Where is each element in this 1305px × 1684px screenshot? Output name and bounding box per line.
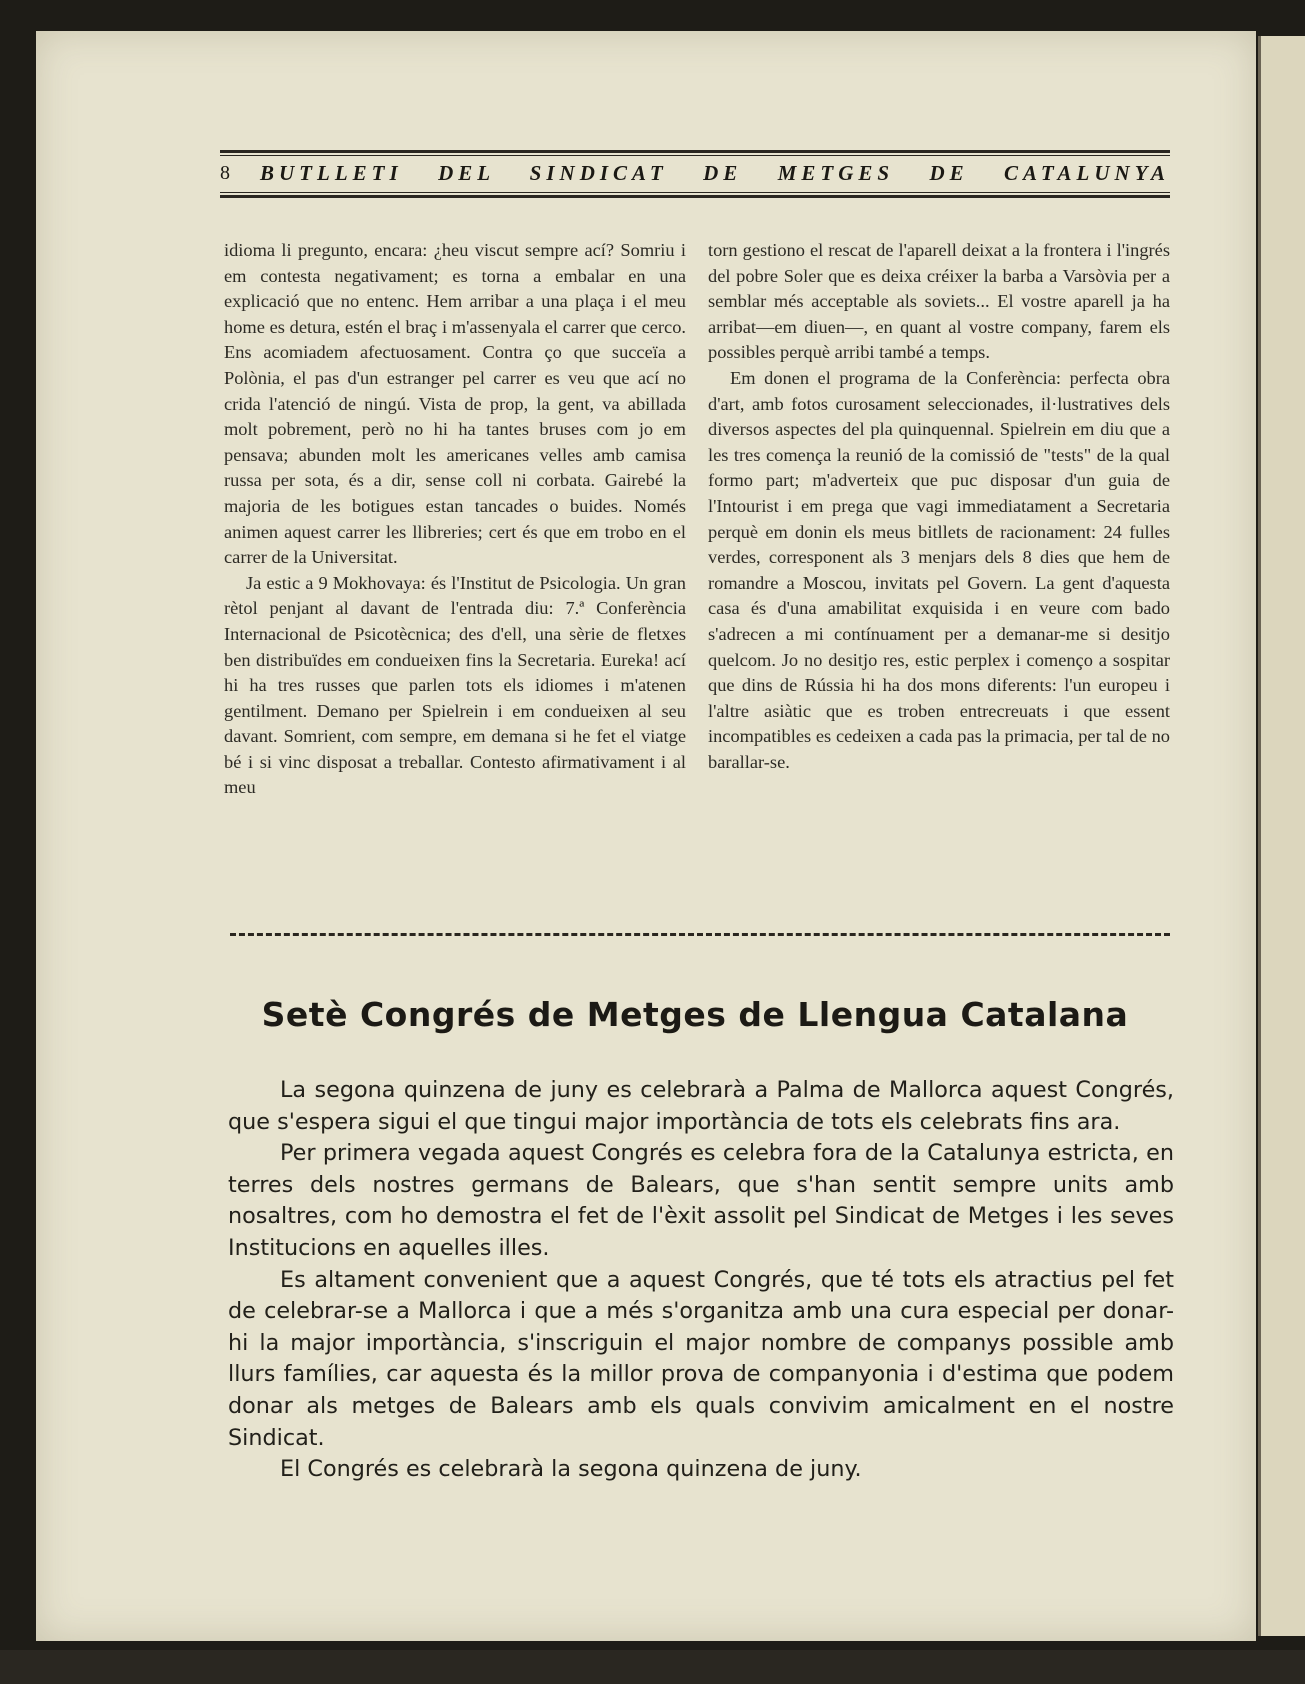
right-paragraph-2: Em donen el programa de la Conferència: perfecta obra d'art, amb fotos curosament seleccionades, il·lustratives dels diversos aspectes del pla quinquennal. Spielrein em diu que a les tres comença la reunió de la comissió de "tests" de la qual formo part; m'adverteix que puc disposar d'un guia de l'Intourist i em prega que vagi immediatament a Secretaria perquè em donin els meus bitllets de racionament: 24 fulles verdes, corresponent als 3 menjars dels 8 dies que hem de romandre a Moscou, invitats pel Govern. La gent d'aquesta casa és d'una amabilitat exquisida i en veure com bado s'adrecen a mi contínuament per a demanar-me si desitjo quelcom. Jo no desitjo res, estic perplex i començo a sospitar que dins de Rússia hi ha dos mons diferents: l'un europeu i l'altre asiàtic que es troben entrecreuats i que essent incompatibles es cedeixen a cada pas la primacia, per tal de no barallar-se. (708, 367, 1170, 772)
article-paragraph-1: La segona quinzena de juny es celebrarà a Palma de Mallorca aquest Congrés, que s'espera sigui el que tingui major importància de tots els celebrats fins ara. (228, 1077, 1174, 1135)
journal-title: BUTLLETI DEL SINDICAT DE METGES DE CATALUNYA (260, 160, 1170, 185)
running-header (220, 150, 1170, 198)
header-rule-bottom-thin (220, 192, 1170, 193)
left-paragraph-1: idioma li pregunto, encara: ¿heu viscut sempre ací? Somriu i em contesta negativament; es torna a embalar en una explicació que no entenc. Hem arribar a una plaça i el meu home es detura, estén el braç i m'assenyala el carrer que cerco. Ens acomiadem afectuosament. Contra ço que succeïa a Polònia, el pas d'un estranger pel carrer es veu que ací no crida l'atenció de ningú. Vista de prop, la gent, va abillada molt pobrement, però no hi ha tantes bruses com jo em pensava; abunden molt les americanes velles amb camisa russa per sota, és a dir, sense coll ni corbata. Gairebé la majoria de les botigues estan tancades o buides. Només animen aquest carrer les llibreries; cert és que em trobo en el carrer de la Universitat. (224, 240, 686, 568)
two-column-text (224, 238, 1170, 801)
left-paragraph-2: Ja estic a 9 Mokhovaya: és l'Institut de Psicologia. Un gran rètol penjant al davant de l'entrada diu: 7.ª Conferència Internacional de Psicotècnica; des d'ell, una sèrie de fletxes ben distribuïdes em condueixen fins la Secretaria. Eureka! ací hi ha tres russes que parlen tots els idiomes i m'atenen gentilment. Demano per Spielrein i em condueixen al seu davant. Somrient, com sempre, em demana si he fet el viatge bé i si vinc disposat a treballar. Contesto afirmativament i al meu (224, 572, 686, 798)
adjacent-page-edge (1258, 36, 1305, 1636)
section-divider (230, 933, 1170, 936)
article-title: Setè Congrés de Metges de Llengua Catalana (261, 995, 1129, 1034)
header-rule-bottom (220, 195, 1170, 198)
right-paragraph-1: torn gestiono el rescat de l'aparell deixat a la frontera i l'ingrés del pobre Soler que es deixa créixer la barba a Varsòvia per a semblar més acceptable als soviets... El vostre aparell ja ha arribat—em diuen—, en quant al vostre company, farem els possibles perquè arribi també a temps. (708, 240, 1170, 363)
page-number: 8 (220, 161, 230, 184)
article-paragraph-4: El Congrés es celebrarà la segona quinzena de juny. (280, 1456, 862, 1483)
article-body (228, 1075, 1174, 1486)
right-column (708, 238, 1170, 801)
header-rule-top (220, 150, 1170, 153)
article-paragraph-2: Per primera vegada aquest Congrés es celebra fora de la Catalunya estricta, en terres dels nostres germans de Balears, que s'han sentit sempre units amb nosaltres, com ho demostra el fet de l'èxit assolit pel Sindicat de Metges i les seves Institucions en aquelles illes. (228, 1140, 1174, 1261)
left-column (224, 238, 686, 801)
running-head-line (220, 156, 1170, 190)
scan-background (0, 1650, 1305, 1684)
article-paragraph-3: Es altament convenient que a aquest Congrés, que té tots els atractius pel fet de celebrar-se a Mallorca i que a més s'organitza amb una cura especial per donar-hi la major importància, s'inscriguin el major nombre de companys possible amb llurs famílies, car aquesta és la millor prova de companyonia i d'estima que podem donar als metges de Balears amb els quals convivim amicalment en el nostre Sindicat. (228, 1266, 1174, 1451)
